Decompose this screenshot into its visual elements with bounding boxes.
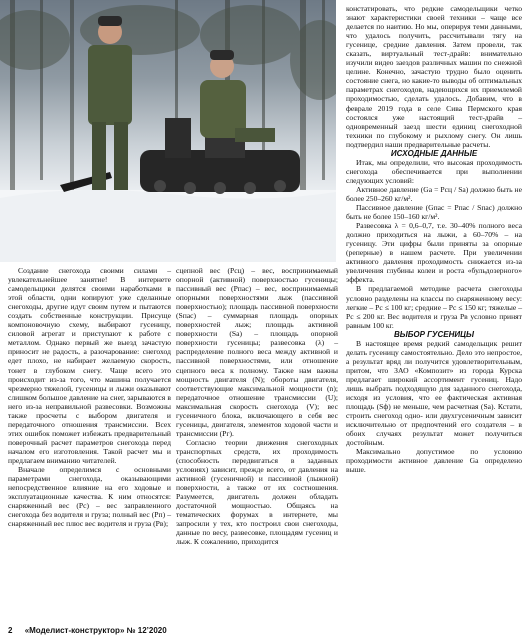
journal-title: «Моделист-конструктор» № 12’2020 (24, 626, 167, 635)
column-3 (346, 4, 522, 474)
paragraph: Вначале определимся с основными параметрами снегохода, оказывающими непосредственное влияние на его ходовые и эксплуатационные качества. К ним относятся: снаряженный вес (Pс) – вес заправленного снегохода без водителя и груза; полный вес (Pп) – снаряженный вес плюс вес водителя и груза (Pв); (8, 465, 171, 529)
paragraph: Активное давление (Ga = Pсц / Sa) должно быть не более 250–260 кг/м². (346, 184, 522, 203)
column-2 (176, 266, 338, 546)
paragraph: В предлагаемой методике расчета снегоходы условно разделены на классы по снаряженному весу: легкие – Pс ≤ 100 кг; средние – Pс ≤ 150 кг; тяжелые – Pс ≤ 200 кг. Вес водителя и груза Pв условно принят равным 100 кг. (346, 284, 522, 330)
paragraph: констатировать, что редкие самодельщики четко знают характеристики своей техники – чаще все делается по наитию. Но мы, оперируя теми данными, что удалось получить, рассчитывали тягу на гусенице, средние давления. Затем провели, так сказать, виртуальный тест-драйв: внимательно изучили видео заездов различных машин по снежной целине. Конечно, зачастую трудно было оценить состояние снега, но какие-то выводы об оптимальных параметрах снегоходов, надеющихся их приемлемой проходимостью, сделать удалось. Добавим, что в феврале 2019 года в селе Сива Пермского края состоялся уже настоящий тест-драйв – одновременный заезд шести единиц снегоходной техники по глубокому и рыхлому снегу. Он лишь подтвердил наши предварительные расчеты. (346, 4, 522, 149)
paragraph: Создание снегохода своими силами – увлекательнейшее занятие! В интернете самодельщики делятся своими наработками в этой области, одни копируют уже сделанные снегоходы, другие идут своим путем и пытаются создать собственные конструкции. Присуще компоновочную схему, выбирают гусеницу, силовой агрегат и приступают к работе с металлом. Однако первый же выезд зачастую приносит не радость, а разочарование: снегоход едет плохо, не набирает желаемую скорость, тонет в глубоком снегу. Чаще всего это происходит из-за того, что машина получается чрезмерно тяжелой, гусеницы и лыжи оказывают слишком большое давление на снег, зарываются в него из-за неправильной развесовки. Возможны также просчеты с выбором двигателя и передаточного отношения трансмиссии. Всех этих ошибок поможет избежать предварительный поверочный расчет параметров снегохода перед началом его изготовления. Такой расчет мы и предлагаем вниманию читателей. (8, 266, 171, 465)
paragraph: Развесовка λ = 0,6–0,7, т.е. 30–40% полного веса должно приходиться на лыжи, а 60–70% – на гусеницу. Эти цифры были приняты за опорные (реперные) в нашем расчете. При увеличении активного давления проходимость снижается из-за увеличения глубины колеи и роста «бульдозерного» эффекта. (346, 221, 522, 285)
section-heading-initial-data: ИСХОДНЫЕ ДАННЫЕ (390, 148, 478, 158)
paragraph: Согласно теории движения снегоходных транспортных средств, их проходимость (способность передвигаться в заданных условиях) зависит, прежде всего, от давления на активной (гусеничной) и пассивной (лыжной) поверхности, а также от их состношения. Разумеется, двигатель должен обладать достаточной мощностью. Общаясь на тематических форумах в интернете, мы запросили у тех, кто построил свои снегоходы, данные по весу, развесовке, площадям гусениц и лыж. К сожалению, приходится (176, 437, 338, 547)
snowmobile-photo (0, 0, 336, 262)
paragraph: В настоящее время редкий самодельщик решит делать гусеницу самостоятельно. Дело это непростое, а результат вряд ли получится удовлетворительным, притом, что ЗАО «Композит» из города Курска предлагает широкий ассортимент гусениц. Надо лишь выбрать подходящую для заданного снегохода, исходя из условия, что ее фактическая активная площадь (Sф) не меньше, чем расчетная (Sa). Кстати, строить снегоход одно- или двухгусеничным зависит исключительно от предпочтений его создателя – в обоих случаях результат может получиться достойным. (346, 338, 522, 448)
paragraph: сцепной вес (Pсц) – вес, воспринимаемый опорной (активной) поверхностью гусеницы; пассивный вес (Pпас) – вес, воспринимаемый опорными поверхностями лыж (пассивной поверхностью); площадь пассивной поверхности (Sпас) – суммарная площадь опорных поверхностей лыж; площадь активной поверхности (Sa) – площадь опорной поверхности гусеницы; развесовка (λ) – распределение полного веса между активной и пассивной поверхностями, или отношение сцепного веса к полному. Также нам важны мощность двигателя (N); обороты двигателя, соответствующие максимальной мощности (n); передаточное отношение трансмиссии (U); максимальная скорость снегохода (V); вес гусеничного блока, включающего в себя вес гусеницы, двигателя, элементов ходовой части и трансмиссии (Pг). (176, 266, 338, 438)
section-heading-track-choice: ВЫБОР ГУСЕНИЦЫ (394, 329, 474, 339)
page-number: 2 (8, 626, 13, 635)
paragraph: Пассивное давление (Gпас = Pпас / Sпас) должно быть не более 150–160 кг/м². (346, 203, 522, 222)
column-1 (8, 266, 171, 528)
paragraph: Итак, мы определили, что высокая проходимость снегохода обеспечивается при выполнении следующих условий: (346, 157, 522, 185)
paragraph: Максимально допустимое по условию проходимости активное давление Ga определено выше. (346, 447, 522, 475)
page-footer (8, 626, 167, 635)
